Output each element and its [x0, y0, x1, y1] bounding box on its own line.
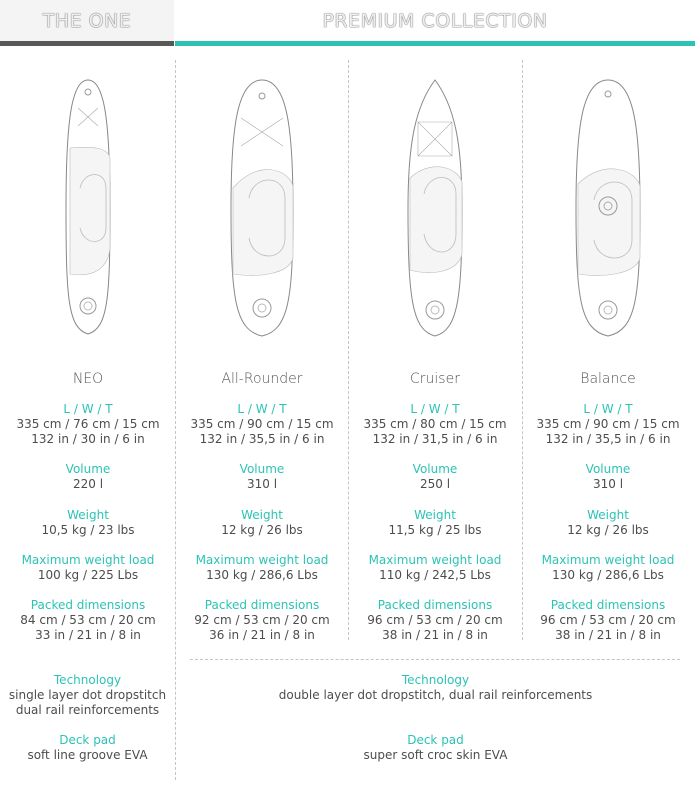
value-max-load: 110 kg / 242,5 Lbs [379, 568, 491, 582]
spec-max-load [523, 553, 693, 583]
divider-2 [348, 60, 349, 640]
label-max-load: Maximum weight load [368, 553, 502, 567]
value-volume: 310 l [246, 477, 278, 491]
value-lwt-cm: 335 cm / 80 cm / 15 cm [363, 417, 507, 431]
technology-value: double layer dot dropstitch, dual rail reinforcements [278, 688, 593, 702]
value-max-load: 130 kg / 286,6 Lbs [206, 568, 318, 582]
label-volume: Volume [239, 462, 285, 476]
technology-line-1: single layer dot dropstitch [8, 688, 167, 702]
header-premium-collection: PREMIUM COLLECTION [175, 0, 695, 46]
board-all-rounder-image [229, 78, 295, 340]
spec-volume [3, 462, 173, 492]
value-max-load: 100 kg / 225 Lbs [37, 568, 139, 582]
spec-lwt [350, 402, 520, 447]
spec-weight [3, 508, 173, 538]
value-packed-cm: 96 cm / 53 cm / 20 cm [367, 613, 503, 627]
label-packed: Packed dimensions [550, 598, 666, 612]
label-volume: Volume [65, 462, 111, 476]
label-max-load: Maximum weight load [21, 553, 155, 567]
value-lwt-in: 132 in / 35,5 in / 6 in [545, 432, 671, 446]
technology-line-2: dual rail reinforcements [15, 703, 160, 717]
value-packed-in: 38 in / 21 in / 8 in [382, 628, 488, 642]
label-lwt: L / W / T [237, 402, 287, 416]
board-name: NEO [72, 371, 104, 387]
label-max-load: Maximum weight load [541, 553, 675, 567]
spec-volume [523, 462, 693, 492]
value-lwt-in: 132 in / 31,5 in / 6 in [372, 432, 498, 446]
the-one-technology [0, 673, 175, 718]
label-lwt: L / W / T [583, 402, 633, 416]
value-weight: 11,5 kg / 25 lbs [388, 523, 482, 537]
label-weight: Weight [587, 508, 629, 522]
value-packed-in: 36 in / 21 in / 8 in [209, 628, 315, 642]
value-lwt-cm: 335 cm / 90 cm / 15 cm [190, 417, 334, 431]
label-technology: Technology [53, 673, 122, 687]
the-one-deck-pad [0, 733, 175, 763]
deck-pad-value: soft line groove EVA [27, 748, 148, 762]
value-packed-cm: 96 cm / 53 cm / 20 cm [540, 613, 676, 627]
spec-packed [3, 598, 173, 643]
label-volume: Volume [585, 462, 631, 476]
premium-deck-pad [176, 733, 695, 763]
spec-volume [177, 462, 347, 492]
divider-1 [175, 60, 176, 780]
spec-volume [350, 462, 520, 492]
spec-lwt [523, 402, 693, 447]
board-name: Cruiser [410, 371, 460, 387]
header-the-one: THE ONE [0, 0, 174, 46]
label-packed: Packed dimensions [377, 598, 493, 612]
board-balance-image [574, 78, 642, 340]
spec-packed [350, 598, 520, 643]
value-weight: 10,5 kg / 23 lbs [41, 523, 135, 537]
label-weight: Weight [67, 508, 109, 522]
spec-packed [523, 598, 693, 643]
value-packed-cm: 84 cm / 53 cm / 20 cm [20, 613, 156, 627]
deck-pad-value: super soft croc skin EVA [363, 748, 508, 762]
spec-weight [523, 508, 693, 538]
label-max-load: Maximum weight load [195, 553, 329, 567]
spec-lwt [3, 402, 173, 447]
label-packed: Packed dimensions [30, 598, 146, 612]
value-lwt-cm: 335 cm / 90 cm / 15 cm [536, 417, 680, 431]
label-volume: Volume [412, 462, 458, 476]
value-packed-in: 33 in / 21 in / 8 in [35, 628, 141, 642]
label-lwt: L / W / T [63, 402, 113, 416]
label-deck-pad: Deck pad [407, 733, 464, 747]
spec-weight [177, 508, 347, 538]
label-weight: Weight [414, 508, 456, 522]
spec-weight [350, 508, 520, 538]
value-weight: 12 kg / 26 lbs [567, 523, 649, 537]
premium-technology [176, 673, 695, 703]
value-volume: 220 l [72, 477, 104, 491]
value-lwt-cm: 335 cm / 76 cm / 15 cm [16, 417, 160, 431]
divider-horizontal [190, 659, 680, 660]
value-lwt-in: 132 in / 35,5 in / 6 in [199, 432, 325, 446]
board-neo-image [64, 78, 112, 338]
label-deck-pad: Deck pad [59, 733, 116, 747]
label-weight: Weight [241, 508, 283, 522]
board-name: All-Rounder [221, 371, 303, 387]
spec-lwt [177, 402, 347, 447]
spec-packed [177, 598, 347, 643]
spec-max-load [3, 553, 173, 583]
value-volume: 250 l [419, 477, 451, 491]
value-packed-in: 38 in / 21 in / 8 in [555, 628, 661, 642]
spec-max-load [350, 553, 520, 583]
label-technology: Technology [401, 673, 470, 687]
spec-max-load [177, 553, 347, 583]
value-packed-cm: 92 cm / 53 cm / 20 cm [194, 613, 330, 627]
board-name: Balance [580, 371, 636, 387]
value-max-load: 130 kg / 286,6 Lbs [552, 568, 664, 582]
label-packed: Packed dimensions [204, 598, 320, 612]
value-lwt-in: 132 in / 30 in / 6 in [31, 432, 145, 446]
board-cruiser-image [406, 78, 464, 340]
value-weight: 12 kg / 26 lbs [221, 523, 303, 537]
label-lwt: L / W / T [410, 402, 460, 416]
value-volume: 310 l [592, 477, 624, 491]
